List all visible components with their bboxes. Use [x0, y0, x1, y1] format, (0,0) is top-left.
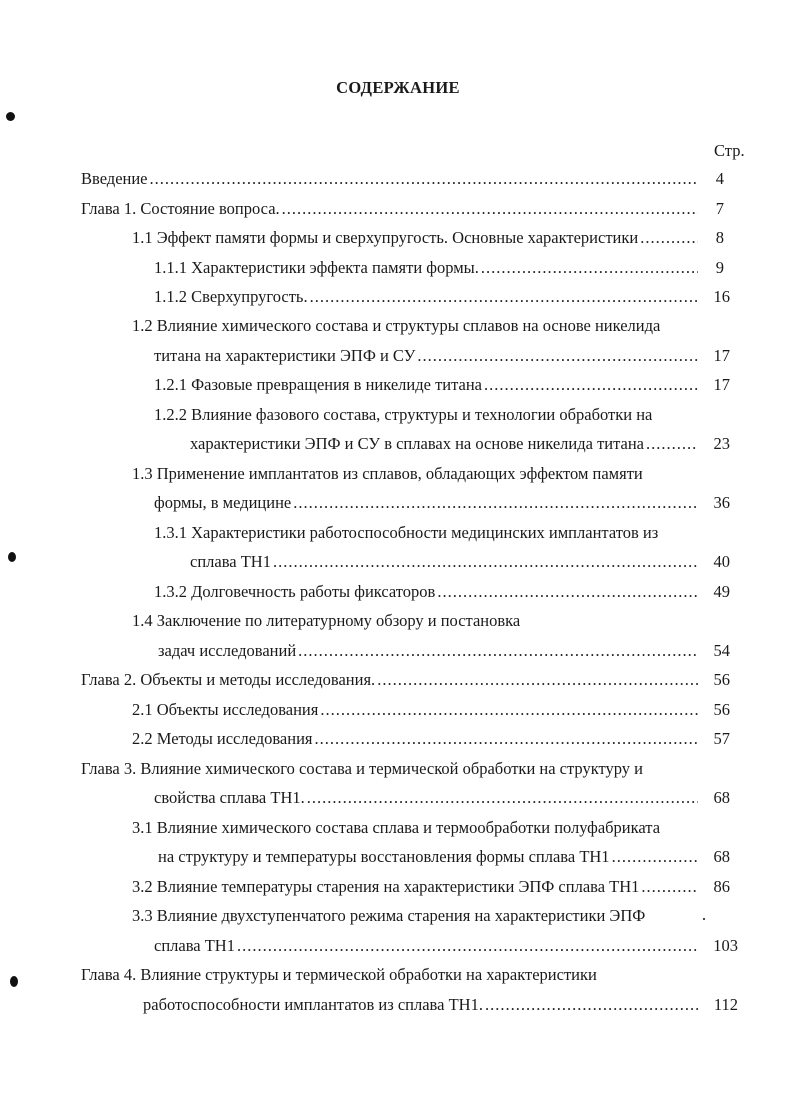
toc-entry-text: 1.2.2 Влияние фазового состава, структуры и технологии обработки на	[154, 405, 653, 424]
toc-entry	[154, 935, 698, 957]
scan-speck-icon	[6, 112, 15, 121]
toc-entry-text: 2.2 Методы исследования	[132, 729, 313, 748]
toc-entry-text: задач исследований	[158, 641, 297, 660]
toc-entry-text: 3.3 Влияние двухступенчатого режима старения на характеристики ЭПФ	[132, 906, 646, 925]
page-column-label: Стр.	[714, 141, 745, 160]
toc-entry	[154, 787, 698, 809]
toc-entry	[132, 876, 698, 898]
dot-leader	[377, 669, 698, 691]
toc-page-number: 23	[713, 434, 730, 453]
toc-page-number: 103	[713, 936, 738, 955]
toc-page-number: 8	[715, 228, 724, 247]
dot-leader	[417, 345, 698, 367]
toc-entry	[158, 846, 698, 868]
toc-page-number: 40	[713, 552, 730, 571]
toc-entry-text: 1.1.2 Сверхупругость.	[154, 287, 308, 306]
toc-entry	[132, 728, 698, 750]
dot-leader	[282, 198, 698, 220]
dot-leader	[484, 374, 698, 396]
dot-leader	[298, 640, 698, 662]
toc-entry	[81, 758, 643, 780]
toc-entry-text: 1.2 Влияние химического состава и структуры сплавов на основе никелида	[132, 316, 661, 335]
toc-entry	[132, 817, 660, 839]
toc-entry	[132, 227, 698, 249]
toc-entry	[81, 964, 597, 986]
toc-entry-text: сплава ТН1	[154, 936, 235, 955]
toc-entry	[154, 286, 698, 308]
toc-entry	[132, 905, 645, 927]
toc-entry	[154, 581, 698, 603]
toc-entry	[190, 551, 698, 573]
dot-leader	[150, 168, 698, 190]
toc-page-number: 54	[713, 641, 730, 660]
toc-page-number: 86	[713, 877, 730, 896]
toc-entry-text: свойства сплава ТН1.	[154, 788, 305, 807]
toc-entry	[154, 404, 652, 426]
toc-entry-text: работоспособности имплантатов из сплава ТН1.	[143, 995, 483, 1014]
toc-entry	[154, 522, 658, 544]
dot-leader	[307, 787, 698, 809]
toc-entry	[81, 669, 698, 691]
toc-entry-text: титана на характеристики ЭПФ и СУ	[154, 346, 416, 365]
toc-page-number: 16	[713, 287, 730, 306]
toc-entry-text: 3.2 Влияние температуры старения на характеристики ЭПФ сплава ТН1	[132, 877, 640, 896]
toc-entry-text: Глава 2. Объекты и методы исследования.	[81, 670, 376, 689]
toc-page-number: 57	[713, 729, 730, 748]
toc-page-number: 17	[713, 346, 730, 365]
scan-speck-icon	[703, 918, 705, 920]
toc-entry-text: 3.1 Влияние химического состава сплава и термообработки полуфабриката	[132, 818, 661, 837]
dot-leader	[237, 935, 698, 957]
toc-entry-text: на структуру и температуры восстановления формы сплава ТН1	[158, 847, 610, 866]
toc-entry	[132, 315, 660, 337]
toc-entry-text: 1.3.2 Долговечность работы фиксаторов	[154, 582, 436, 601]
dot-leader	[481, 257, 698, 279]
toc-page-number: 49	[713, 582, 730, 601]
dot-leader	[293, 492, 698, 514]
toc-entry	[190, 433, 698, 455]
toc-entry-text: 1.4 Заключение по литературному обзору и постановка	[132, 611, 521, 630]
toc-entry	[154, 257, 698, 279]
toc-entry	[154, 492, 698, 514]
toc-entry-text: формы, в медицине	[154, 493, 292, 512]
toc-page-number: 68	[713, 847, 730, 866]
page-title: СОДЕРЖАНИЕ	[336, 78, 460, 97]
dot-leader	[273, 551, 698, 573]
toc-entry-text: 1.1 Эффект памяти формы и сверхупругость. Основные характеристики	[132, 228, 639, 247]
toc-entry	[132, 610, 520, 632]
toc-page-number: 36	[713, 493, 730, 512]
dot-leader	[315, 728, 698, 750]
scan-speck-icon	[8, 552, 16, 562]
toc-entry-text: Глава 3. Влияние химического состава и термической обработки на структуру и	[81, 759, 643, 778]
toc-page-number: 4	[715, 169, 724, 188]
toc-entry	[132, 699, 698, 721]
toc-entry-text: 2.1 Объекты исследования	[132, 700, 319, 719]
toc-entry-text: 1.2.1 Фазовые превращения в никелиде титана	[154, 375, 482, 394]
toc-entry	[154, 345, 698, 367]
toc-page-number: 68	[713, 788, 730, 807]
toc-entry-text: 1.1.1 Характеристики эффекта памяти формы.	[154, 258, 479, 277]
toc-page-number: 56	[713, 700, 730, 719]
toc-entry	[154, 374, 698, 396]
toc-page-number: 7	[715, 199, 724, 218]
toc-entry-text: сплава ТН1	[190, 552, 271, 571]
toc-page-number: 9	[715, 258, 724, 277]
dot-leader	[437, 581, 698, 603]
toc-page-number: 17	[713, 375, 730, 394]
toc-entry	[132, 463, 643, 485]
toc-entry	[81, 168, 698, 190]
dot-leader	[320, 699, 698, 721]
toc-page-number: 56	[713, 670, 730, 689]
toc-entry-text: 1.3.1 Характеристики работоспособности медицинских имплантатов из	[154, 523, 659, 542]
toc-entry	[81, 198, 698, 220]
dot-leader	[310, 286, 698, 308]
toc-page-number: 112	[713, 995, 738, 1014]
toc-entry-text: 1.3 Применение имплантатов из сплавов, обладающих эффектом памяти	[132, 464, 643, 483]
toc-entry	[143, 994, 698, 1016]
scan-speck-icon	[10, 976, 18, 987]
dot-leader	[485, 994, 698, 1016]
toc-entry-text: характеристики ЭПФ и СУ в сплавах на основе никелида титана	[190, 434, 645, 453]
toc-entry-text: Глава 4. Влияние структуры и термической обработки на характеристики	[81, 965, 597, 984]
toc-entry-text: Введение	[81, 169, 148, 188]
toc-entry-text: Глава 1. Состояние вопроса.	[81, 199, 280, 218]
toc-entry	[158, 640, 698, 662]
